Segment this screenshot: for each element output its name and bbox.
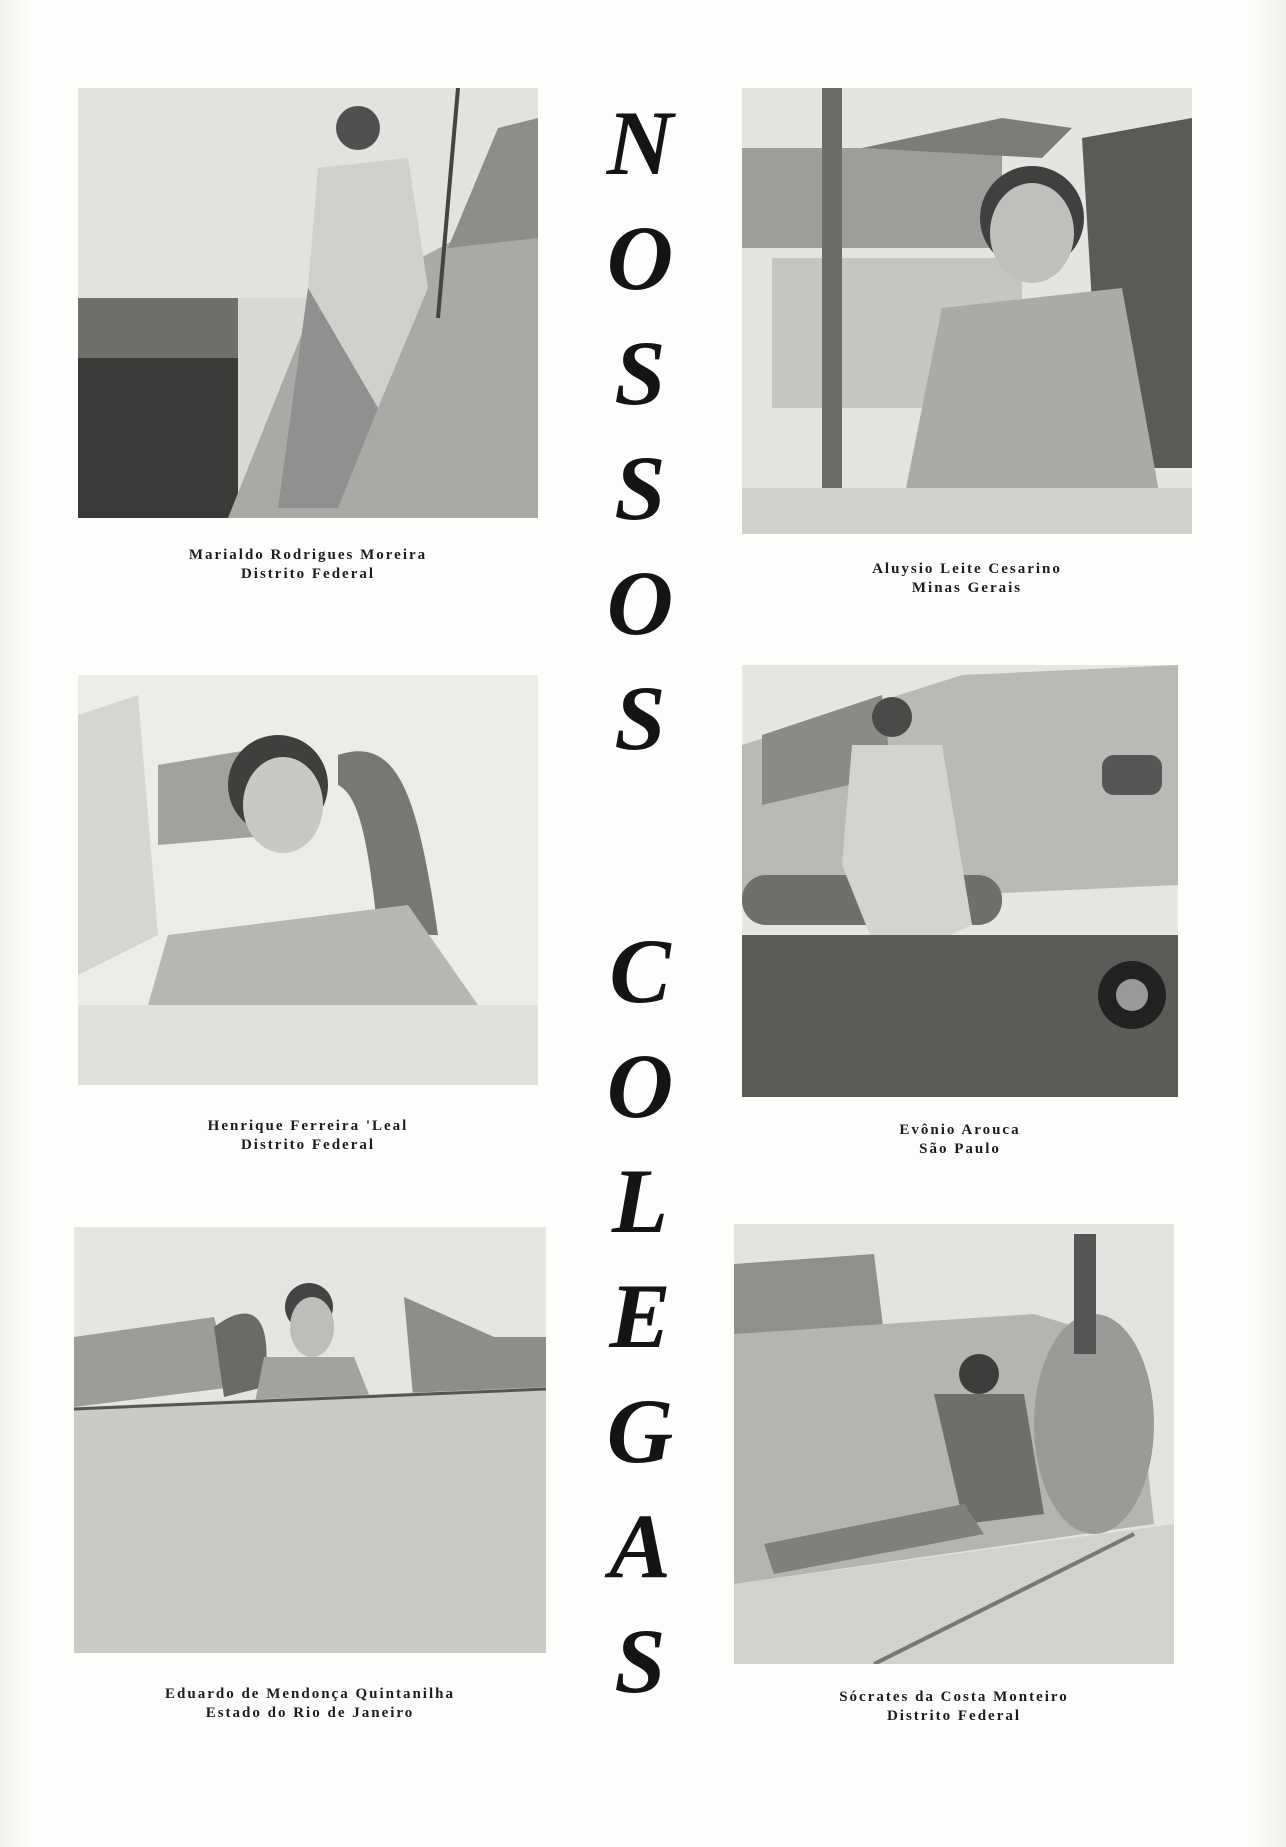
title-letter: E bbox=[609, 1265, 671, 1367]
photo-eduardo bbox=[74, 1227, 546, 1653]
caption-name: Eduardo de Mendonça Quintanilha bbox=[165, 1686, 455, 1702]
caption-6 bbox=[734, 1688, 1174, 1726]
caption-name: Evônio Arouca bbox=[899, 1122, 1021, 1138]
caption-1 bbox=[78, 546, 538, 584]
title-letter: A bbox=[609, 1495, 671, 1597]
caption-place: São Paulo bbox=[919, 1141, 1001, 1157]
photo-marialdo bbox=[78, 88, 538, 518]
title-letter: S bbox=[614, 667, 666, 769]
title-letter: S bbox=[614, 1610, 666, 1712]
caption-name: Aluysio Leite Cesarino bbox=[872, 561, 1062, 577]
title-letter: O bbox=[606, 207, 674, 309]
caption-name: Sócrates da Costa Monteiro bbox=[839, 1689, 1069, 1705]
title-letter: O bbox=[606, 1035, 674, 1137]
caption-3 bbox=[78, 1117, 538, 1155]
title-letter: S bbox=[614, 322, 666, 424]
title-letter: N bbox=[606, 92, 674, 194]
title-letter: L bbox=[611, 1150, 669, 1252]
caption-place: Distrito Federal bbox=[886, 1708, 1022, 1724]
photo-aluysio bbox=[742, 88, 1192, 534]
caption-2 bbox=[742, 560, 1192, 598]
caption-place: Distrito Federal bbox=[240, 566, 376, 582]
caption-name: Henrique Ferreira 'Leal bbox=[207, 1118, 409, 1134]
caption-place: Distrito Federal bbox=[240, 1137, 376, 1153]
caption-place: Minas Gerais bbox=[911, 580, 1023, 596]
title-letter: S bbox=[614, 437, 666, 539]
caption-5 bbox=[74, 1685, 546, 1723]
title-letter: O bbox=[606, 552, 674, 654]
caption-4 bbox=[742, 1121, 1178, 1159]
caption-name: Marialdo Rodrigues Moreira bbox=[188, 547, 428, 563]
photo-henrique bbox=[78, 675, 538, 1085]
photo-evonio bbox=[742, 665, 1178, 1097]
title-letter: C bbox=[609, 920, 671, 1022]
title-letter: G bbox=[606, 1380, 674, 1482]
caption-place: Estado do Rio de Janeiro bbox=[205, 1705, 415, 1721]
photo-socrates bbox=[734, 1224, 1174, 1664]
